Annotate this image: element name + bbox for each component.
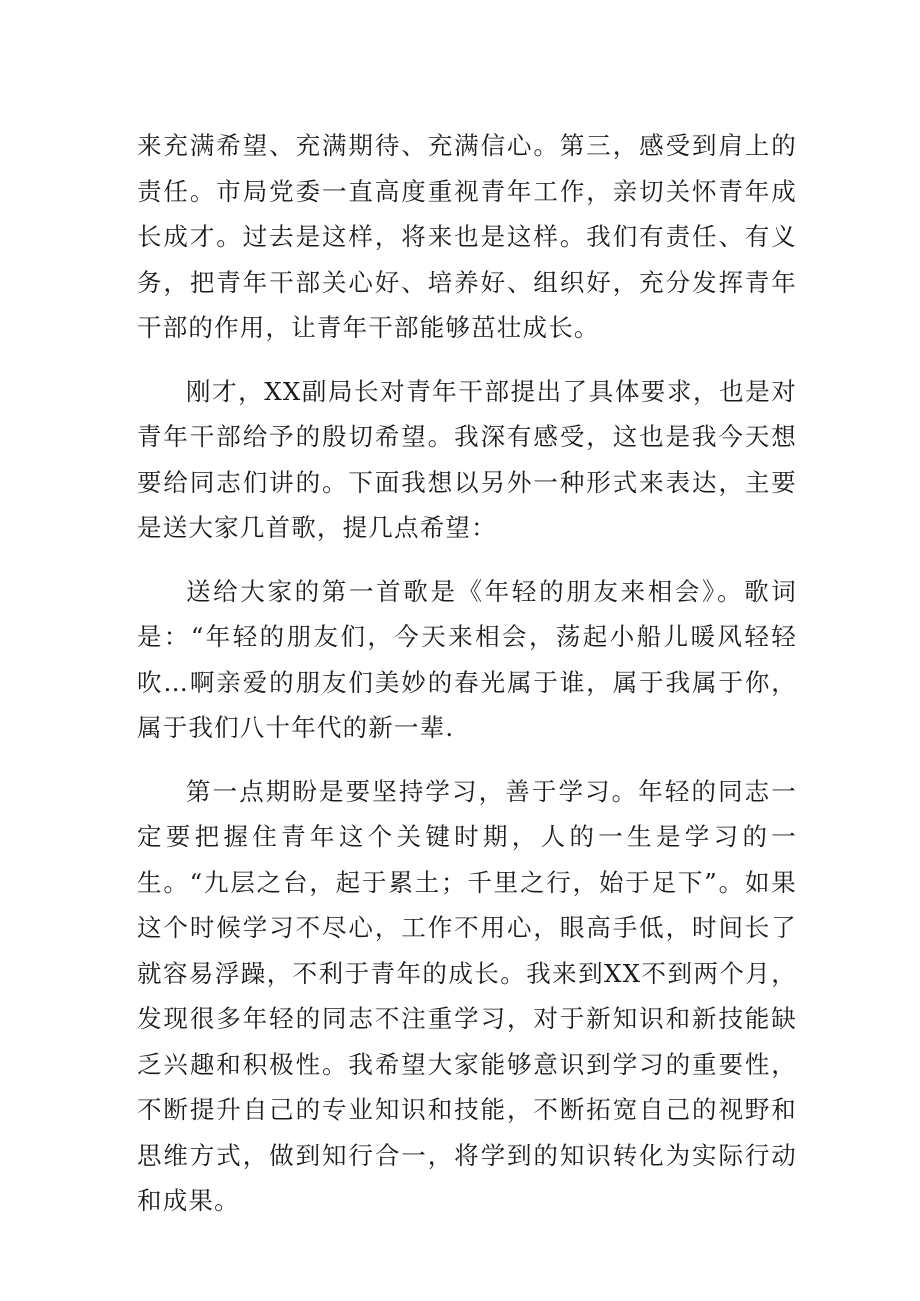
paragraph-4: 第一点期盼是要坚持学习，善于学习。年轻的同志一定要把握住青年这个关键时期，人的一生是学习的一生。“九层之台，起于累土；千里之行，始于足下”。如果这个时候学习不尽心，工作不用心，眼高手低，时间长了就容易浮躁，不利于青年的成长。我来到XX不到两个月，发现很多年轻的同志不注重学习，对于新知识和新技能缺乏兴趣和积极性。我希望大家能够意识到学习的重要性，不断提升自己的专业知识和技能，不断拓宽自己的视野和思维方式，做到知行合一，将学到的知识转化为实际行动和成果。 — [137, 776, 797, 1215]
paragraph-2: 刚才，XX副局长对青年干部提出了具体要求，也是对青年干部给予的殷切希望。我深有感受，这也是我今天想要给同志们讲的。下面我想以另外一种形式来表达，主要是送大家几首歌，提几点希望： — [137, 376, 797, 542]
paragraph-1: 来充满希望、充满期待、充满信心。第三，感受到肩上的责任。市局党委一直高度重视青年工作，亲切关怀青年成长成才。过去是这样，将来也是这样。我们有责任、有义务，把青年干部关心好、培养好、组织好，充分发挥青年干部的作用，让青年干部能够茁壮成长。 — [137, 131, 797, 342]
document-body — [137, 123, 797, 1224]
paragraph-3: 送给大家的第一首歌是《年轻的朋友来相会》。歌词是：“年轻的朋友们，今天来相会，荡起小船儿暖风轻轻吹…啊亲爱的朋友们美妙的春光属于谁，属于我属于你，属于我们八十年代的新一辈. — [137, 576, 797, 742]
